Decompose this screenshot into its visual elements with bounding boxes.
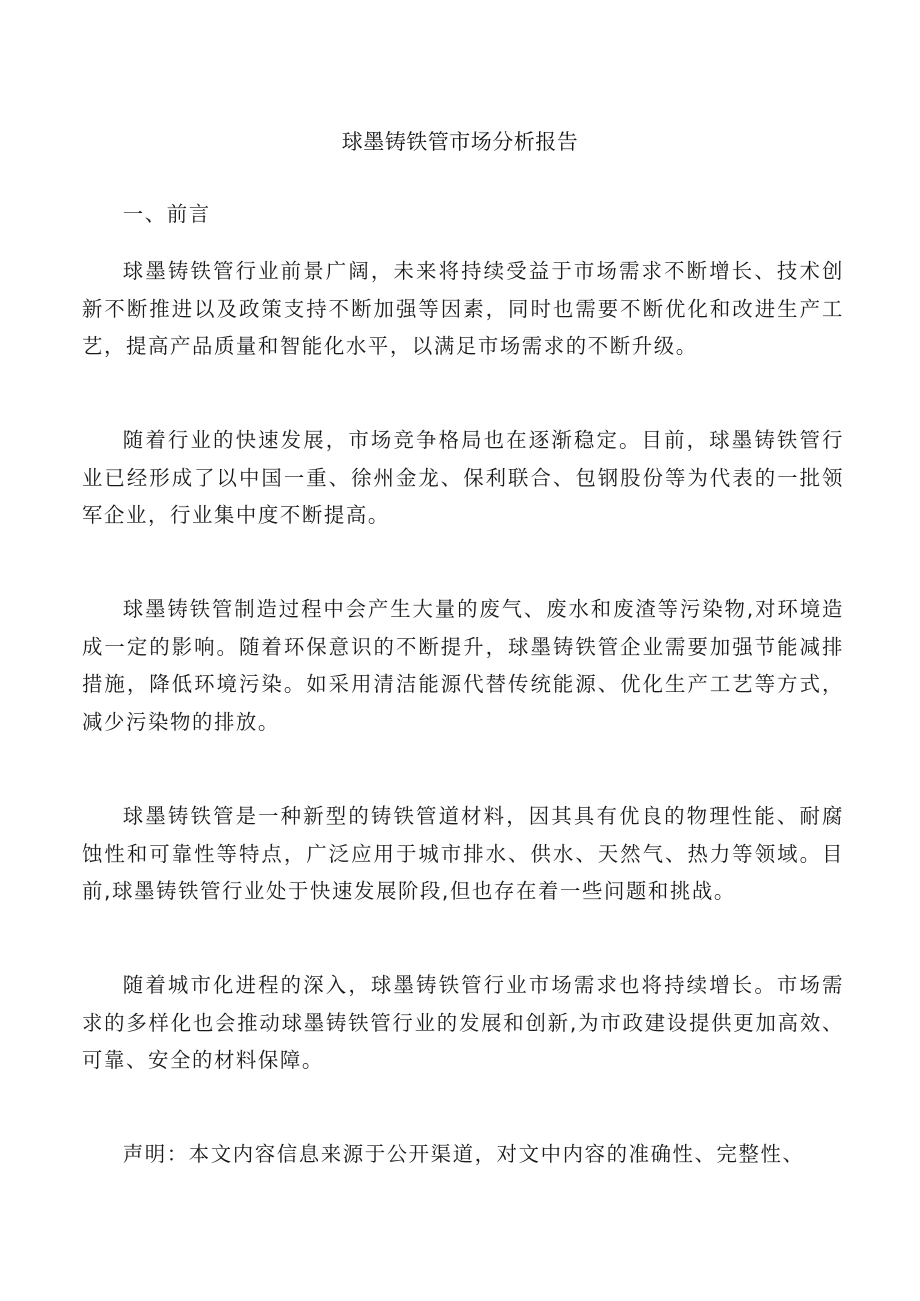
disclaimer-paragraph: 声明：本文内容信息来源于公开渠道，对文中内容的准确性、完整性、 [122,1142,805,1166]
paragraph: 随着行业的快速发展，市场竞争格局也在逐渐稳定。目前，球墨铸铁管行业已经形成了以中国一重、徐州金龙、保利联合、包钢股份等为代表的一批领军企业，行业集中度不断提高。 [82,428,844,527]
paragraph: 球墨铸铁管是一种新型的铸铁管道材料，因其具有优良的物理性能、耐腐蚀性和可靠性等特点，广泛应用于城市排水、供水、天然气、热力等领域。目前,球墨铸铁管行业处于快速发展阶段,但也存在着一些问题和挑战。 [82,804,844,903]
document-title: 球墨铸铁管市场分析报告 [341,130,579,154]
paragraph: 球墨铸铁管制造过程中会产生大量的废气、废水和废渣等污染物,对环境造成一定的影响。随着环保意识的不断提升，球墨铸铁管企业需要加强节能减排措施，降低环境污染。如采用清洁能源代替传统能源、优化生产工艺等方式，减少污染物的排放。 [82,597,844,734]
paragraph: 随着城市化进程的深入，球墨铸铁管行业市场需求也将持续增长。市场需求的多样化也会推动球墨铸铁管行业的发展和创新,为市政建设提供更加高效、可靠、安全的材料保障。 [82,973,844,1072]
section-heading: 一、前言 [122,202,211,226]
paragraph: 球墨铸铁管行业前景广阔，未来将持续受益于市场需求不断增长、技术创新不断推进以及政策支持不断加强等因素，同时也需要不断优化和改进生产工艺，提高产品质量和智能化水平，以满足市场需求的不断升级。 [82,259,844,358]
